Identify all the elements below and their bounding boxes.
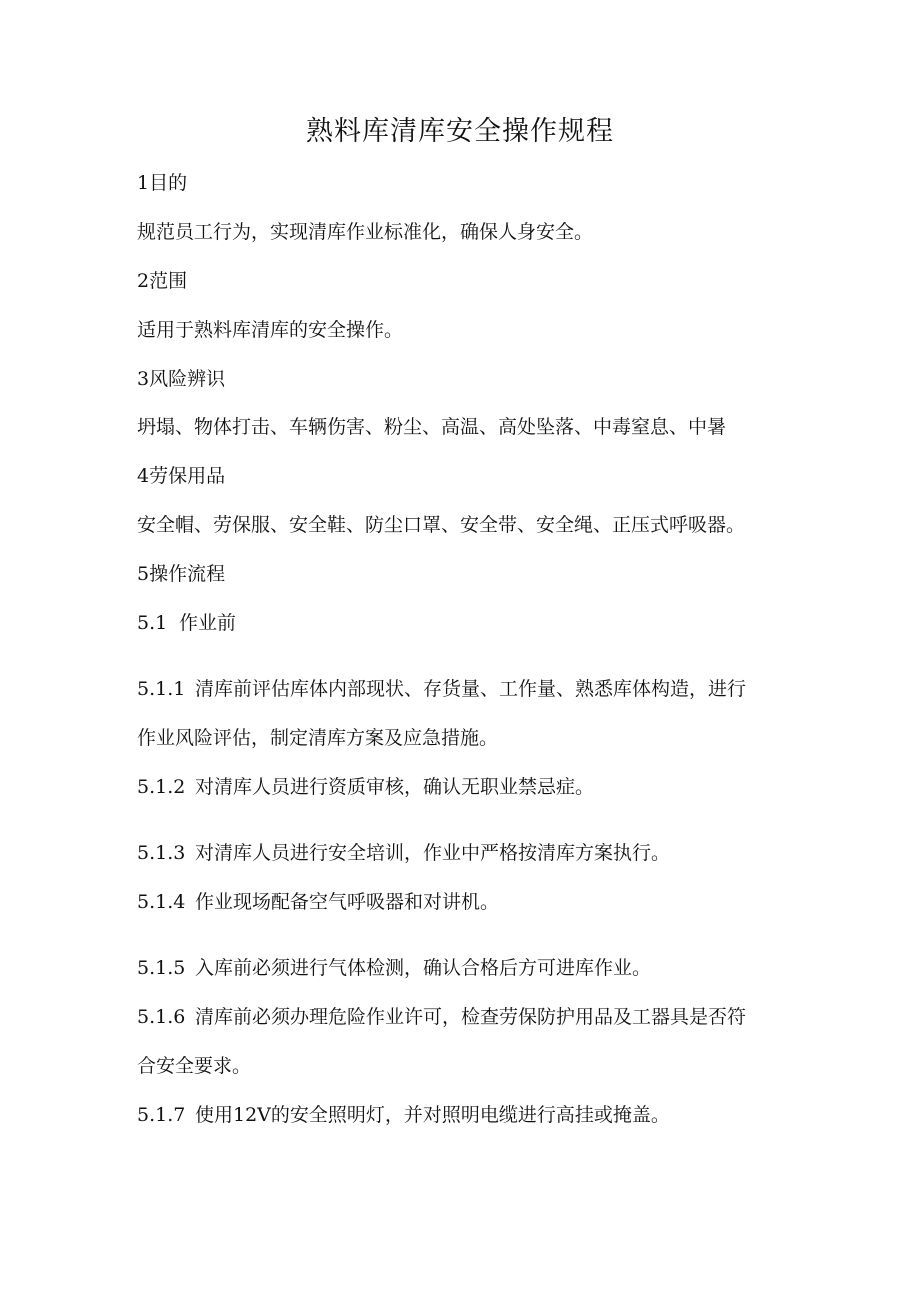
section-heading-purpose: 1目的	[137, 172, 188, 194]
item-number: 5.1.2	[137, 776, 186, 798]
item-text: 作业现场配备空气呼吸器和对讲机。	[195, 891, 500, 913]
item-text: 对清库人员进行资质审核，确认无职业禁忌症。	[195, 776, 595, 798]
list-item-5-1-6	[137, 1004, 746, 1030]
list-item-5-1-1	[137, 676, 746, 702]
item-number: 5.1.1	[137, 678, 186, 700]
list-item-5-1-4	[137, 889, 499, 915]
section-text-purpose: 规范员工行为，实现清库作业标准化，确保人身安全。	[137, 221, 594, 243]
subsection-number: 5.1	[137, 612, 168, 634]
section-heading-ppe: 4劳保用品	[137, 465, 226, 487]
list-item-5-1-7	[137, 1102, 670, 1128]
list-item-5-1-5	[137, 955, 651, 981]
section-heading-process: 5操作流程	[137, 563, 226, 585]
list-item-5-1-2	[137, 774, 594, 800]
item-number: 5.1.3	[137, 842, 186, 864]
item-number: 5.1.5	[137, 957, 186, 979]
list-item-5-1-1-continued: 作业风险评估，制定清库方案及应急措施。	[137, 727, 499, 749]
item-text: 清库前必须办理危险作业许可，检查劳保防护用品及工器具是否符	[195, 1006, 747, 1028]
list-item-5-1-3	[137, 840, 670, 866]
item-text: 清库前评估库体内部现状、存货量、工作量、熟悉库体构造，进行	[195, 678, 747, 700]
section-text-risk: 坍塌、物体打击、车辆伤害、粉尘、高温、高处坠落、中毒窒息、中暑	[137, 416, 727, 438]
section-text-ppe: 安全帽、劳保服、安全鞋、防尘口罩、安全带、安全绳、正压式呼吸器。	[137, 514, 746, 536]
section-heading-risk: 3风险辨识	[137, 368, 226, 390]
list-item-5-1-6-continued: 合安全要求。	[137, 1055, 252, 1077]
item-text: 对清库人员进行安全培训，作业中严格按清库方案执行。	[195, 842, 671, 864]
section-text-scope: 适用于熟料库清库的安全操作。	[137, 319, 404, 341]
subsection-pre-work	[137, 610, 236, 636]
document-title: 熟料库清库安全操作规程	[306, 116, 614, 147]
item-text: 入库前必须进行气体检测，确认合格后方可进库作业。	[195, 957, 652, 979]
item-number: 5.1.6	[137, 1006, 186, 1028]
item-text: 使用12V的安全照明灯，并对照明电缆进行高挂或掩盖。	[195, 1104, 670, 1126]
item-number: 5.1.4	[137, 891, 186, 913]
subsection-label: 作业前	[179, 612, 237, 634]
item-number: 5.1.7	[137, 1104, 186, 1126]
section-heading-scope: 2范围	[137, 270, 188, 292]
